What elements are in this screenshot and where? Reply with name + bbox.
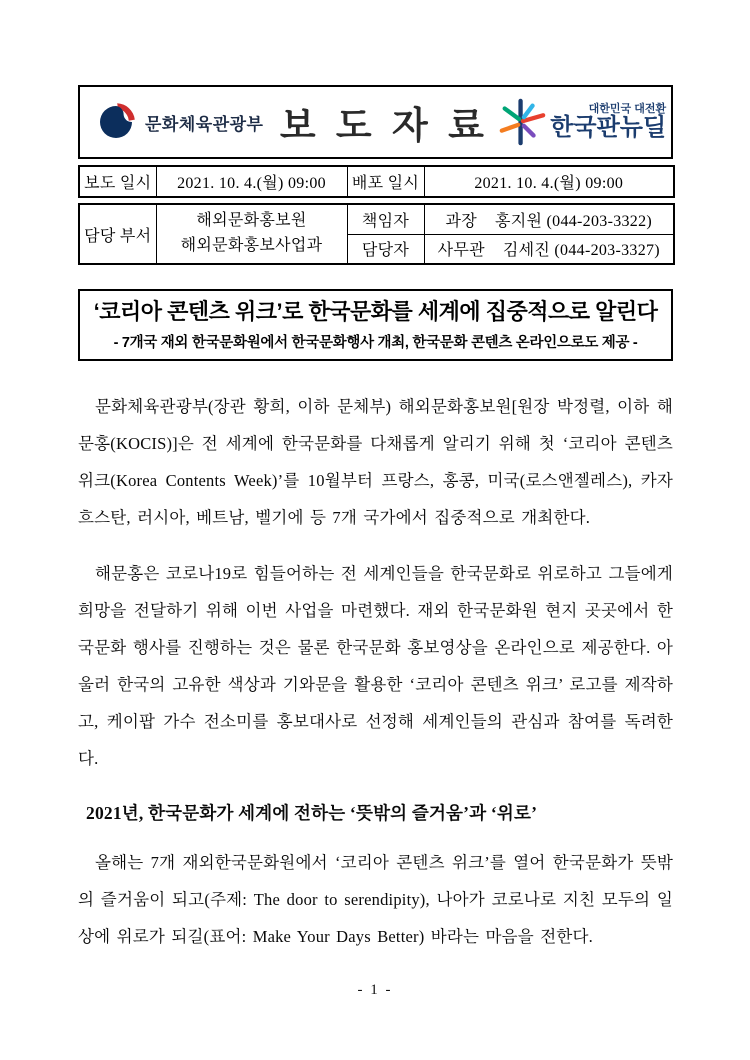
staff-value — [424, 234, 674, 264]
headline: ‘코리아 콘텐츠 위크’로 한국문화를 세계에 집중적으로 알린다 — [93, 299, 658, 324]
body-paragraph-3: 올해는 7개 재외한국문화원에서 ‘코리아 콘텐츠 위크’를 열어 한국문화가 뜻밖의 즐거움이 되고(주제: The door to serendipity), 나아가 코로나로 지친 모두의 일상에 위로가 되길(표어: Make Your Days Better) 바라는 마음을 전한다. — [78, 852, 673, 946]
department-name — [156, 204, 347, 264]
distribution-date-label: 배포 일시 — [347, 166, 424, 197]
doc-type-title: 보도자료 — [279, 105, 505, 146]
newdeal-tagline: 대한민국 대전환 — [588, 102, 667, 115]
staff-label: 담당자 — [347, 234, 424, 264]
taegeuk-icon — [96, 102, 136, 142]
newdeal-brand: 한국판뉴딜 — [550, 114, 667, 142]
responsible-role: 과장 — [445, 212, 477, 230]
page-number: - 1 - — [357, 982, 393, 998]
distribution-date-value: 2021. 10. 4.(월) 09:00 — [424, 166, 674, 197]
mcst-logo — [96, 102, 263, 142]
responsible-value — [424, 204, 674, 234]
department-label: 담당 부서 — [79, 204, 156, 264]
press-date-table — [78, 165, 675, 198]
newdeal-starburst-icon — [498, 95, 546, 149]
table-row — [79, 166, 674, 197]
table-row — [79, 204, 674, 234]
department-contact-table — [78, 203, 675, 265]
headline-box — [78, 289, 673, 361]
body-paragraph-1: 문화체육관광부(장관 황희, 이하 문체부) 해외문화홍보원[원장 박정렬, 이하 해문홍(KOCIS)]은 전 세계에 한국문화를 다채롭게 알리기 위해 첫 ‘코리아 콘텐츠 위크(Korea Contents Week)’를 10월부터 프랑스, 홍콩, 미국(로스앤젤레스), 카자흐스탄, 러시아, 베트남, 벨기에 등 7개 국가에서 집중적으로 개최한다. — [78, 396, 673, 527]
responsible-contact: 홍지원 (044-203-3322) — [494, 212, 653, 230]
department-line1: 해외문화홍보원 — [196, 212, 307, 230]
newdeal-logo — [498, 95, 666, 149]
release-date-value: 2021. 10. 4.(월) 09:00 — [156, 166, 347, 197]
ministry-name: 문화체육관광부 — [145, 114, 264, 134]
subheadline: - 7개국 재외 한국문화원에서 한국문화행사 개최, 한국문화 콘텐츠 온라인으로도 제공 - — [113, 334, 638, 351]
newdeal-wordmark — [550, 104, 666, 141]
staff-role: 사무관 — [437, 242, 485, 260]
release-date-label: 보도 일시 — [79, 166, 156, 197]
department-line2: 해외문화홍보사업과 — [180, 237, 323, 254]
section-heading: 2021년, 한국문화가 세계에 전하는 ‘뜻밖의 즐거움’과 ‘위로’ — [86, 802, 538, 823]
document-content — [78, 85, 673, 955]
header-banner — [78, 85, 673, 159]
responsible-label: 책임자 — [347, 204, 424, 234]
body-paragraph-2: 해문홍은 코로나19로 힘들어하는 전 세계인들을 한국문화로 위로하고 그들에게 희망을 전달하기 위해 이번 사업을 마련했다. 재외 한국문화원 현지 곳곳에서 한국문화 행사를 진행하는 것은 물론 한국문화 홍보영상을 온라인으로 제공한다. 아울러 한국의 고유한 색상과 기와문을 활용한 ‘코리아 콘텐츠 위크’ 로고를 제작하고, 케이팝 가수 전소미를 홍보대사로 선정해 세계인들의 관심과 참여를 독려한다. — [78, 563, 673, 768]
staff-contact: 김세진 (044-203-3327) — [502, 242, 660, 260]
